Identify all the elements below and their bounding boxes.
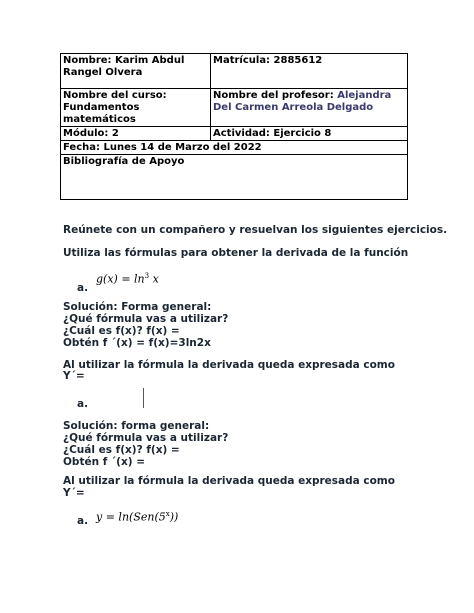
item-a-label-1: a. — [77, 282, 89, 294]
formula-1: $g(x) = \ln^3 x$ — [96, 272, 159, 286]
derivative-1-line-1: Al utilizar la fórmula la derivada queda expresada como — [63, 359, 395, 371]
solution-2-question-3: Obtén f ´(x) = — [63, 456, 146, 468]
item-a-label-3: a. — [77, 515, 89, 527]
teacher-cell — [211, 89, 408, 127]
solution-2-question-2: ¿Cuál es f(x)? f(x) = — [63, 444, 180, 456]
solution-1-question-2: ¿Cuál es f(x)? f(x) = — [63, 325, 180, 337]
instruction-text: Utiliza las fórmulas para obtener la derivada de la función — [63, 247, 409, 259]
solution-2-title: Solución: forma general: — [63, 420, 210, 432]
derivative-2-line-2: Y´= — [63, 487, 85, 499]
course-name-cell: Nombre del curso: Fundamentos matemáticos — [61, 89, 211, 127]
bibliography-cell: Bibliografía de Apoyo — [61, 155, 408, 200]
student-name-cell: Nombre: Karim Abdul Rangel Olvera — [61, 54, 211, 89]
solution-1-title: Solución: Forma general: — [63, 301, 212, 313]
module-cell: Módulo: 2 — [61, 127, 211, 141]
derivative-1-line-2: Y´= — [63, 370, 85, 382]
intro-text: Reúnete con un compañero y resuelvan los siguientes ejercicios. — [63, 224, 448, 236]
formula-3: $y = \ln(Sen(5^x))$ — [96, 510, 179, 524]
solution-1-question-1: ¿Qué fórmula vas a utilizar? — [63, 313, 229, 325]
item-a-label-2: a. — [77, 398, 89, 410]
solution-1-question-3: Obtén f ´(x) = f(x)=3ln2x — [63, 337, 211, 349]
date-cell: Fecha: Lunes 14 de Marzo del 2022 — [61, 141, 408, 155]
activity-cell: Actividad: Ejercicio 8 — [211, 127, 408, 141]
matricula-cell: Matrícula: 2885612 — [211, 54, 408, 89]
header-table — [60, 53, 408, 200]
teacher-label: Nombre del profesor: — [213, 90, 334, 101]
text-cursor — [143, 388, 144, 408]
teacher-name: Alejandra Del Carmen Arreola Delgado — [213, 90, 392, 113]
derivative-2-line-1: Al utilizar la fórmula la derivada queda expresada como — [63, 475, 395, 487]
solution-2-question-1: ¿Qué fórmula vas a utilizar? — [63, 432, 229, 444]
